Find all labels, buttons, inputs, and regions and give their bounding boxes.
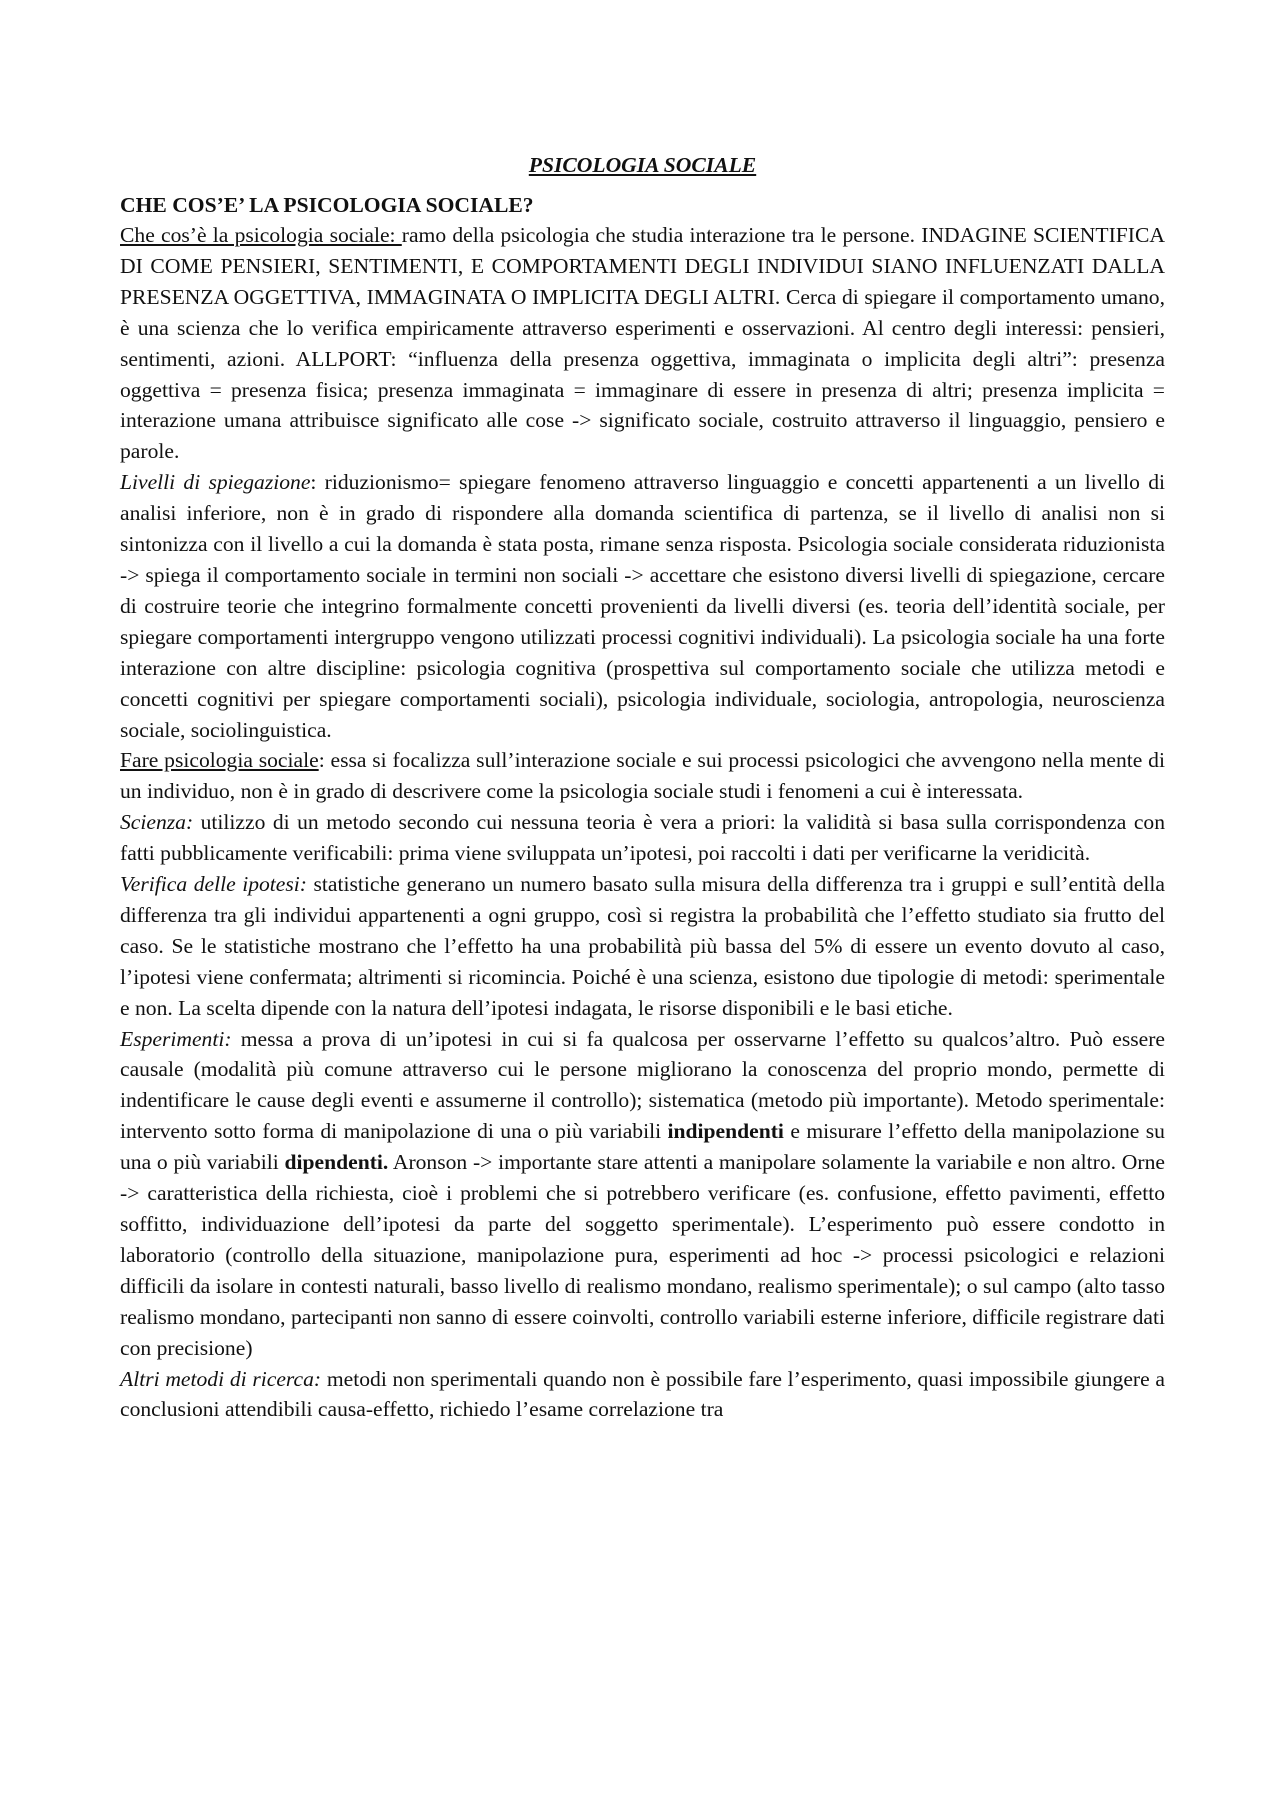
paragraph-text: metodi non sperimentali quando non è possibile fare l’esperimento, quasi impossibile giungere a conclusioni attendibili causa-effetto, richiedo l’esame correlazione tra <box>120 1366 1166 1422</box>
paragraph-text: : riduzionismo= spiegare fenomeno attraverso linguaggio e concetti appartenenti a un livello di analisi inferiore, non è in grado di rispondere alla domanda scientifica di partenza, se il livello di analisi non si sintonizza con il livello a cui la domanda è stata posta, rimane senza risposta. Psicologia sociale considerata riduzionista -> spiega il comportamento sociale in termini non sociali -> accettare che esistono diversi livelli di spiegazione, cercare di costruire teorie che integrino formalmente concetti provenienti da livelli diversi (es. teoria dell’identità sociale, per spiegare comportamenti intergruppo vengono utilizzati processi cognitivi individuali). La psicologia sociale ha una forte interazione con altre discipline: psicologia cognitiva (prospettiva sul comportamento sociale che utilizza metodi e concetti cognitivi per spiegare comportamenti sociali), psicologia individuale, sociologia, antropologia, neuroscienza sociale, sociolinguistica. <box>120 470 1165 742</box>
paragraph-label: Altri metodi di ricerca: <box>120 1366 322 1391</box>
paragraph-text: statistiche generano un numero basato sulla misura della differenza tra i gruppi e sull’entità della differenza tra gli individui appartenenti a ogni gruppo, così si registra la probabilità che l’effetto studiato sia frutto del caso. Se le statistiche mostrano che l’effetto ha una probabilità più bassa del 5% di essere un evento dovuto al caso, l’ipotesi viene confermata; altrimenti si ricomincia. Poiché è una scienza, esistono due tipologie di metodi: sperimentale e non. La scelta dipende con la natura dell’ipotesi indagata, le risorse disponibili e le basi etiche. <box>120 872 1165 1020</box>
paragraph-label: Fare psicologia sociale <box>120 748 319 773</box>
paragraph-esperimenti <box>120 1024 1165 1364</box>
paragraph-label: Livelli di spiegazione <box>120 470 311 495</box>
paragraph-text: e misurare l’effetto della manipolazione su una o più variabili <box>120 1119 1165 1175</box>
paragraph-altri-metodi <box>120 1364 1165 1426</box>
section-heading: CHE COS’E’ LA PSICOLOGIA SOCIALE? <box>120 193 534 217</box>
paragraph-livelli <box>120 467 1165 745</box>
document-title: PSICOLOGIA SOCIALE <box>528 153 757 177</box>
paragraph-definition <box>120 220 1165 467</box>
paragraph-text: messa a prova di un’ipotesi in cui si fa qualcosa per osservarne l’effetto su qualcos’altro. Può essere causale (modalità più comune attraverso cui le persone migliorano la conoscenza del proprio mondo, permette di indentificare le cause degli eventi e assumerne il controllo); sistematica (metodo più importante). Metodo sperimentale: intervento sotto forma di manipolazione di una o più variabili <box>120 1026 1165 1144</box>
paragraph-verifica <box>120 869 1165 1024</box>
paragraph-label: Scienza: <box>120 810 194 835</box>
paragraph-label: Verifica delle ipotesi: <box>120 872 307 897</box>
bold-term: indipendenti <box>667 1119 784 1144</box>
document-body <box>120 150 1165 1425</box>
paragraph-fare-psicologia <box>120 745 1165 807</box>
paragraph-label: Esperimenti: <box>120 1026 232 1051</box>
bold-term: dipendenti. <box>284 1150 389 1175</box>
paragraph-text: ramo della psicologia che studia interazione tra le persone. INDAGINE SCIENTIFICA DI COME PENSIERI, SENTIMENTI, E COMPORTAMENTI DEGLI INDIVIDUI SIANO INFLUENZATI DALLA PRESENZA OGGETTIVA, IMMAGINATA O IMPLICITA DEGLI ALTRI. Cerca di spiegare il comportamento umano, è una scienza che lo verifica empiricamente attraverso esperimenti e osservazioni. Al centro degli interessi: pensieri, sentimenti, azioni. ALLPORT: “influenza della presenza oggettiva, immaginata o implicita degli altri”: presenza oggettiva = presenza fisica; presenza immaginata = immaginare di essere in presenza di altri; presenza implicita = interazione umana attribuisce significato alle cose -> significato sociale, costruito attraverso il linguaggio, pensiero e parole. <box>120 223 1165 464</box>
paragraph-label: Che cos’è la psicologia sociale: <box>120 223 402 247</box>
paragraph-text: : essa si focalizza sull’interazione sociale e sui processi psicologici che avvengono nella mente di un individuo, non è in grado di descrivere come la psicologia sociale studi i fenomeni a cui è interessata. <box>120 748 1165 804</box>
paragraph-scienza <box>120 807 1165 869</box>
paragraph-text: utilizzo di un metodo secondo cui nessuna teoria è vera a priori: la validità si basa sulla corrispondenza con fatti pubblicamente verificabili: prima viene sviluppata un’ipotesi, poi raccolti i dati per verificarne la veridicità. <box>120 810 1165 866</box>
paragraph-text: Aronson -> importante stare attenti a manipolare solamente la variabile e non altro. Orne -> caratteristica della richiesta, cioè i problemi che si potrebbero verificare (es. confusione, effetto pavimenti, effetto soffitto, individuazione dell’ipotesi da parte del soggetto sperimentale). L’esperimento può essere condotto in laboratorio (controllo della situazione, manipolazione pura, esperimenti ad hoc -> processi psicologici e relazioni difficili da isolare in contesti naturali, basso livello di realismo mondano, realismo sperimentale); o sul campo (alto tasso realismo mondano, partecipanti non sanno di essere coinvolti, controllo variabili esterne inferiore, difficile registrare dati con precisione) <box>120 1150 1165 1360</box>
